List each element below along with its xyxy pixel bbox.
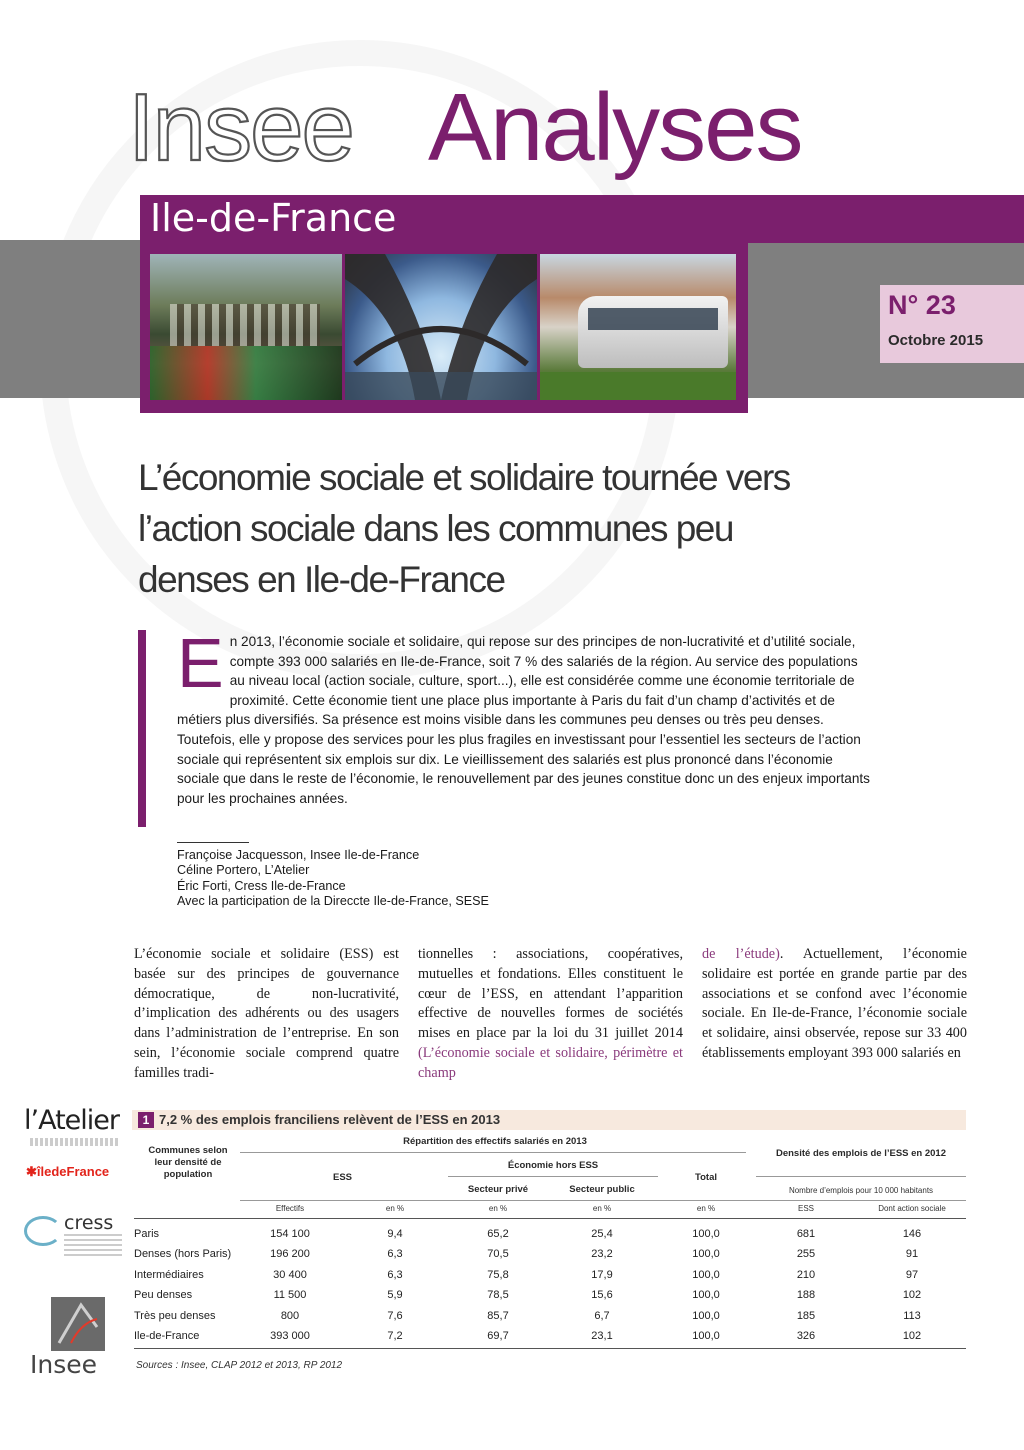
cell-prive-pct: 85,7: [487, 1310, 509, 1322]
market-photo: [150, 254, 342, 400]
eiffel-tower-photo: [345, 254, 537, 400]
article-title: L’économie sociale et solidaire tournée vers l’action sociale dans les communes peu denses en Ile-de-France: [138, 457, 790, 600]
lead-text: n 2013, l’économie sociale et solidaire, qui repose sur des principes de non-lucrativité et d’utilité sociale, compte 393 000 salariés en Ile-de-France, soit 7 % des salariés de la région. Au service des populations au niveau local (action sociale, culture, sport...), elle est considérée comme une économie territoriale de proximité. Cette économie tient une place plus importante à Paris du fait d’un champ d’activités et de métiers plus diversifiés. Sa présence est moins visible dans les communes peu denses ou très peu denses. Toutefois, elle y propose des services pour les plus fragiles en investissant pour l’essentiel les secteurs de l’action sociale qui représentent six emplois sur dix. Le vieillissement des salariés est plus prononcé dans l’économie sociale que dans le reste de l’économie, le renouvellement par des jeunes constitue donc un des enjeux importants pour les prochaines années.: [177, 634, 870, 806]
table-row: [134, 1224, 968, 1244]
cell-effectifs: 800: [280, 1310, 300, 1322]
body-column-3: [702, 945, 967, 1064]
table-row: [134, 1244, 968, 1264]
authors-block: [177, 848, 489, 909]
cell-ess-pct: 7,6: [387, 1310, 403, 1322]
cell-action-sociale: 146: [902, 1228, 922, 1240]
cress-logo: cress: [64, 1212, 114, 1234]
cell-public-pct: 15,6: [591, 1289, 613, 1301]
header-repartition: Répartition des effectifs salariés en 2013: [403, 1136, 587, 1147]
cell-ess-pct: 6,3: [387, 1248, 403, 1260]
body-column-1: L’économie sociale et solidaire (ESS) est basée sur des principes de gouvernance démocratique, de non-lucrativité, d’implication des adhérents ou des usagers dans l’administration de l’entreprise. En son sein, l’économie sociale comprend quatre familles tradi-: [134, 946, 399, 1081]
header-rule: [448, 1176, 658, 1177]
cell-densite-ess: 185: [796, 1310, 816, 1322]
author-line: Éric Forti, Cress Ile-de-France: [177, 878, 346, 893]
header-rule: [756, 1176, 966, 1177]
cell-densite-ess: 326: [796, 1330, 816, 1342]
iledefrance-star-icon: ✱: [26, 1164, 37, 1179]
reference-link-end[interactable]: de l’étude): [702, 946, 780, 962]
cell-total: 100,0: [692, 1248, 720, 1260]
lead-paragraph: [177, 624, 873, 808]
row-label: Denses (hors Paris): [134, 1248, 232, 1260]
cell-prive-pct: 75,8: [487, 1269, 509, 1281]
table-title: 7,2 % des emplois franciliens relèvent de l’ESS en 2013: [159, 1112, 501, 1127]
insee-logo: Insee: [30, 1350, 98, 1379]
unit-densite-ess: ESS: [797, 1204, 814, 1213]
row-label: Très peu denses: [134, 1310, 216, 1322]
header-rule: [240, 1152, 746, 1153]
cell-effectifs: 154 100: [270, 1228, 310, 1240]
cell-prive-pct: 65,2: [487, 1228, 509, 1240]
cell-prive-pct: 69,7: [487, 1330, 509, 1342]
cell-densite-ess: 255: [796, 1248, 816, 1260]
cell-action-sociale: 97: [905, 1269, 919, 1281]
header-densite: Densité des emplois de l’ESS en 2012: [775, 1148, 947, 1159]
cell-total: 100,0: [692, 1330, 720, 1342]
table-body-rule: [134, 1218, 966, 1219]
insee-square-icon: [51, 1297, 105, 1351]
cell-ess-pct: 7,2: [387, 1330, 403, 1342]
row-label: Ile-de-France: [134, 1330, 200, 1342]
cell-prive-pct: 70,5: [487, 1248, 509, 1260]
table-row: [134, 1306, 968, 1326]
cell-effectifs: 30 400: [273, 1269, 307, 1281]
atelier-logo-tagline: [30, 1138, 120, 1146]
header-secteur-prive: Secteur privé: [467, 1184, 529, 1195]
header-total: Total: [695, 1172, 717, 1183]
unit-prive-pct: en %: [488, 1204, 508, 1213]
lead-dropcap: E: [177, 624, 224, 702]
cell-action-sociale: 91: [905, 1248, 919, 1260]
issue-date: Octobre 2015: [888, 332, 984, 349]
cress-swirl-icon: [24, 1216, 62, 1246]
cell-public-pct: 23,1: [591, 1330, 613, 1342]
atelier-logo: l’Atelier: [24, 1105, 119, 1136]
unit-total-pct: en %: [696, 1204, 716, 1213]
cell-ess-pct: 5,9: [387, 1289, 403, 1301]
table-source: Sources : Insee, CLAP 2012 et 2013, RP 2012: [136, 1360, 343, 1371]
author-line: Céline Portero, L’Atelier: [177, 863, 310, 878]
header-secteur-public: Secteur public: [569, 1184, 635, 1195]
lead-accent-bar: [138, 630, 146, 827]
authors-rule: [177, 842, 249, 843]
cell-ess-pct: 9,4: [387, 1228, 403, 1240]
column-2-text: tionnelles : associations, coopératives, mutuelles et fondations. Elles constituent le cœur de l’ESS, en attendant l’apparition effective de nouvelles formes de sociétés mises en place par la loi du 31 juillet 2014: [418, 946, 683, 1042]
cell-total: 100,0: [692, 1289, 720, 1301]
cell-action-sociale: 113: [903, 1310, 921, 1322]
unit-public-pct: en %: [592, 1204, 612, 1213]
table-row: [134, 1326, 968, 1346]
table-row: [134, 1285, 968, 1305]
cell-prive-pct: 78,5: [487, 1289, 509, 1301]
region-label: Ile-de-France: [150, 196, 397, 240]
author-line: Avec la participation de la Direccte Ile-de-France, SESE: [177, 893, 489, 908]
cell-public-pct: 25,4: [591, 1228, 613, 1240]
cell-public-pct: 6,7: [594, 1310, 610, 1322]
header-hors-ess: Économie hors ESS: [507, 1160, 599, 1171]
cell-effectifs: 196 200: [270, 1248, 310, 1260]
author-line: Françoise Jacquesson, Insee Ile-de-France: [177, 848, 420, 862]
row-label: Intermédiaires: [134, 1269, 204, 1281]
header-rule: [240, 1200, 966, 1201]
cell-total: 100,0: [692, 1269, 720, 1281]
table-number: 1: [138, 1112, 154, 1128]
logo-insee: Insee: [128, 74, 353, 181]
issue-number: N° 23: [888, 290, 956, 320]
cell-action-sociale: 102: [902, 1330, 922, 1342]
unit-action-sociale: Dont action sociale: [878, 1204, 946, 1213]
cell-public-pct: 23,2: [591, 1248, 613, 1260]
table-row: [134, 1265, 968, 1285]
reference-link[interactable]: (L’économie sociale et solidaire, périmètre et champ: [418, 1044, 683, 1081]
column-3-text: . Actuellement, l’économie solidaire est portée en grande partie par des associations et se confond avec l’économie sociale. En Ile-de-France, l’économie sociale et solidaire, ainsi observée, repose sur 33 400 établissements employant 393 000 salariés en: [702, 946, 967, 1061]
iledefrance-logo: [26, 1164, 109, 1180]
cell-public-pct: 17,9: [591, 1269, 613, 1281]
header-ess: ESS: [332, 1172, 352, 1183]
header-densite-sub: Nombre d’emplois pour 10 000 habitants: [788, 1186, 934, 1195]
iledefrance-logo-text: îledeFrance: [36, 1164, 110, 1179]
header-communes: Communes selon leur densité de population: [148, 1145, 228, 1180]
cress-logo-tagline: [64, 1234, 122, 1256]
cell-ess-pct: 6,3: [387, 1269, 403, 1281]
cell-densite-ess: 188: [796, 1289, 816, 1301]
unit-ess-pct: en %: [385, 1204, 405, 1213]
cell-effectifs: 11 500: [273, 1289, 307, 1301]
unit-effectifs: Effectifs: [275, 1204, 305, 1213]
body-column-2: [418, 945, 683, 1084]
row-label: Peu denses: [134, 1289, 193, 1301]
logo-analyses: Analyses: [428, 74, 802, 181]
cell-effectifs: 393 000: [270, 1330, 310, 1342]
cell-action-sociale: 102: [902, 1289, 922, 1301]
row-label: Paris: [134, 1228, 160, 1240]
cell-total: 100,0: [692, 1228, 720, 1240]
table-bottom-rule: [134, 1348, 966, 1349]
cell-densite-ess: 681: [796, 1228, 816, 1240]
tramway-photo: [540, 254, 736, 400]
cell-total: 100,0: [692, 1310, 720, 1322]
cell-densite-ess: 210: [796, 1269, 816, 1281]
